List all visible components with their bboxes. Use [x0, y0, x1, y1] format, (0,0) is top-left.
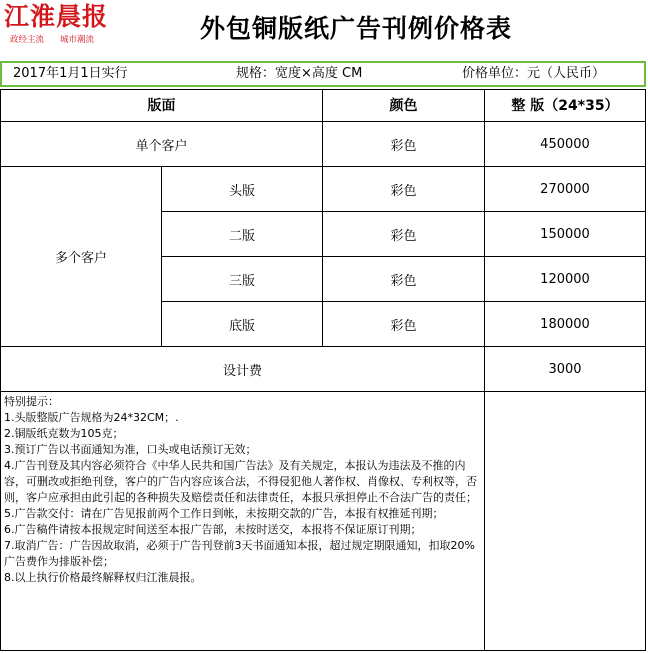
- design-fee-price: 3000: [485, 347, 646, 392]
- slogan-right: 城市潮流: [60, 35, 95, 45]
- table-row-page: 头版: [162, 167, 323, 212]
- single-customer-color: 彩色: [323, 122, 485, 167]
- table-row-color: 彩色: [323, 167, 485, 212]
- table-row-price: 270000: [485, 167, 646, 212]
- note-item: 4.广告刊登及其内容必须符合《中华人民共和国广告法》及有关规定，本报认为违法及不推的内容，可删改或拒绝刊登，客户的广告内容应该合法，不得侵犯他人著作权、肖像权、专利权等，否则，客户应承担由此引起的各种损失及赔偿责任和法律责任，本报只承担停止不合法广告的责任；: [4, 459, 477, 504]
- table-row-color: 彩色: [323, 212, 485, 257]
- table-row-price: 180000: [485, 302, 646, 347]
- single-customer-price: 450000: [485, 122, 646, 167]
- note-item: 5.广告款交付：请在广告见报前两个工作日到帐，未按期交款的广告，本报有权推延刊期；: [4, 507, 444, 520]
- table-row-color: 彩色: [323, 302, 485, 347]
- special-notes: [0, 392, 485, 651]
- table-row-page: 底版: [162, 302, 323, 347]
- note-item: 3.预订广告以书面通知为准，口头或电话预订无效；: [4, 443, 257, 456]
- effective-date: 2017年1月1日实行: [13, 66, 128, 81]
- page-title: 外包铜版纸广告刊例价格表: [200, 14, 513, 43]
- table-row-color: 彩色: [323, 257, 485, 302]
- note-item: 2.铜版纸克数为105克；: [4, 427, 124, 440]
- header-color: 颜色: [323, 89, 485, 122]
- note-item: 6.广告稿件请按本报规定时间送至本报广告部，未按时送交，本报将不保证原订刊期；: [4, 523, 422, 536]
- table-row-price: 120000: [485, 257, 646, 302]
- logo-text: 江淮晨报: [4, 2, 109, 31]
- notes-blank-cell: [485, 392, 646, 651]
- table-row-page: 三版: [162, 257, 323, 302]
- logo-slogan: [10, 34, 150, 46]
- multi-customer-label: 多个客户: [0, 167, 162, 347]
- table-row-price: 150000: [485, 212, 646, 257]
- size-spec: 规格：宽度×高度 CM: [236, 66, 363, 81]
- note-item: 7.取消广告：广告因故取消，必须于广告刊登前3天书面通知本报，超过规定期限通知，扣取20%广告费作为排版补偿；: [4, 539, 475, 568]
- notes-heading: 特别提示：: [4, 395, 59, 408]
- design-fee-label: 设计费: [0, 347, 485, 392]
- table-top-border: [0, 89, 646, 90]
- table-row-page: 二版: [162, 212, 323, 257]
- single-customer-label: 单个客户: [0, 122, 323, 167]
- note-item: 8.以上执行价格最终解释权归江淮晨报。: [4, 571, 202, 584]
- header-layout: 版面: [0, 89, 323, 122]
- price-unit: 价格单位：元（人民币）: [462, 66, 606, 81]
- slogan-left: 政经主流: [10, 35, 45, 45]
- note-item: 1.头版整版广告规格为24*32CM；.: [4, 411, 179, 424]
- header-full-page: 整 版（24*35）: [485, 89, 646, 122]
